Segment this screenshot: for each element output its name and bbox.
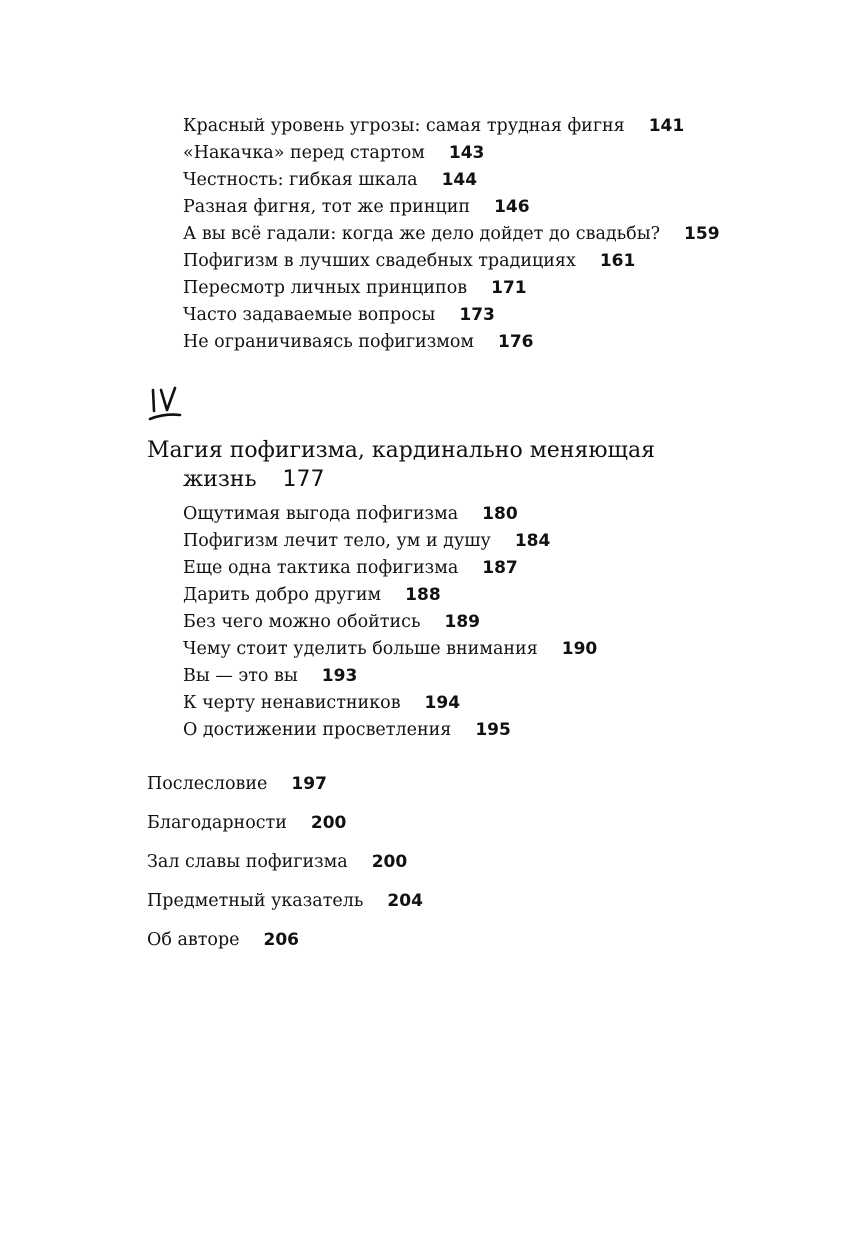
toc-back-matter: [147, 770, 423, 965]
toc-entry: [147, 848, 423, 887]
toc-entry: [183, 302, 720, 329]
toc-entry-page: 171: [491, 278, 527, 298]
toc-entry-page: 161: [599, 251, 636, 271]
toc-entry-page: 184: [514, 531, 551, 551]
toc-entry: [147, 770, 423, 809]
toc-entry-page: 188: [405, 585, 441, 605]
toc-entry-title: Предметный указатель: [147, 891, 364, 911]
toc-entry-page: 144: [441, 170, 478, 190]
toc-entry: [147, 809, 423, 848]
toc-entry: [183, 140, 720, 167]
toc-entry: [183, 194, 720, 221]
toc-entry-title: О достижении просветления: [183, 720, 452, 740]
toc-entry-page: 187: [482, 558, 518, 578]
toc-section-entries: [183, 113, 720, 356]
toc-entry-title: Об авторе: [147, 930, 240, 950]
toc-entry-page: 194: [424, 693, 461, 713]
toc-entry-page: 189: [444, 612, 480, 632]
toc-entry: [183, 113, 720, 140]
toc-entry-title: Благодарности: [147, 813, 287, 833]
toc-entry-page: 190: [561, 639, 598, 659]
toc-entry: [183, 717, 597, 744]
toc-entry: [183, 248, 720, 275]
toc-entry-title: А вы всё гадали: когда же дело дойдет до свадьбы?: [183, 224, 661, 244]
toc-entry-title: Чему стоит уделить больше внимания: [183, 639, 538, 659]
toc-entry: [147, 887, 423, 926]
toc-entry-page: 146: [494, 197, 530, 217]
toc-entry-title: «Накачка» перед стартом: [183, 143, 425, 163]
toc-entry: [183, 329, 720, 356]
toc-entry: [183, 690, 597, 717]
toc-entry: [183, 636, 597, 663]
toc-entry: [183, 609, 597, 636]
toc-entry-title: Не ограничиваясь пофигизмом: [183, 332, 474, 352]
toc-entry-title: К черту ненавистников: [183, 693, 401, 713]
toc-entry-page: 176: [498, 332, 534, 352]
toc-entry: [183, 555, 597, 582]
toc-entry-title: Часто задаваемые вопросы: [183, 305, 436, 325]
toc-entry: [183, 663, 597, 690]
toc-entry-page: 143: [448, 143, 485, 163]
toc-entry-title: Вы — это вы: [183, 666, 298, 686]
toc-entry-title: Пересмотр личных принципов: [183, 278, 468, 298]
part-title-line1: Магия пофигизма, кардинально меняющая: [147, 438, 655, 463]
toc-entry-page: 200: [310, 813, 347, 833]
toc-entry-page: 204: [387, 891, 423, 911]
part-title-line2-wrap: [147, 465, 707, 494]
part-title-line2: жизнь: [183, 467, 257, 492]
toc-entry: [183, 275, 720, 302]
toc-entry: [183, 582, 597, 609]
toc-entry: [183, 221, 720, 248]
toc-entry-title: Красный уровень угрозы: самая трудная фигня: [183, 116, 625, 136]
toc-part-entries: [183, 501, 597, 744]
toc-entry-title: Зал славы пофигизма: [147, 852, 348, 872]
toc-entry-title: Разная фигня, тот же принцип: [183, 197, 471, 217]
toc-entry-title: Еще одна тактика пофигизма: [183, 558, 459, 578]
toc-entry-title: Честность: гибкая шкала: [183, 170, 418, 190]
toc-entry-title: Без чего можно обойтись: [183, 612, 421, 632]
toc-entry-page: 197: [291, 774, 327, 794]
toc-entry: [183, 167, 720, 194]
part-title: [147, 436, 707, 494]
toc-entry-page: 200: [371, 852, 408, 872]
toc-entry-title: Ощутимая выгода пофигизма: [183, 504, 459, 524]
part-page: 177: [282, 467, 325, 492]
toc-entry-page: 159: [684, 224, 720, 244]
toc-entry-title: Пофигизм лечит тело, ум и душу: [183, 531, 491, 551]
toc-entry-title: Дарить добро другим: [183, 585, 382, 605]
part-numeral-iv: [146, 382, 186, 422]
toc-entry-page: 206: [263, 930, 300, 950]
toc-entry-title: Пофигизм в лучших свадебных традициях: [183, 251, 576, 271]
toc-entry: [183, 501, 597, 528]
toc-entry-title: Послесловие: [147, 774, 268, 794]
toc-entry: [183, 528, 597, 555]
toc-entry-page: 193: [321, 666, 358, 686]
toc-entry-page: 173: [459, 305, 495, 325]
toc-entry-page: 195: [475, 720, 511, 740]
toc-entry: [147, 926, 423, 965]
toc-entry-page: 180: [482, 504, 518, 524]
toc-entry-page: 141: [648, 116, 685, 136]
